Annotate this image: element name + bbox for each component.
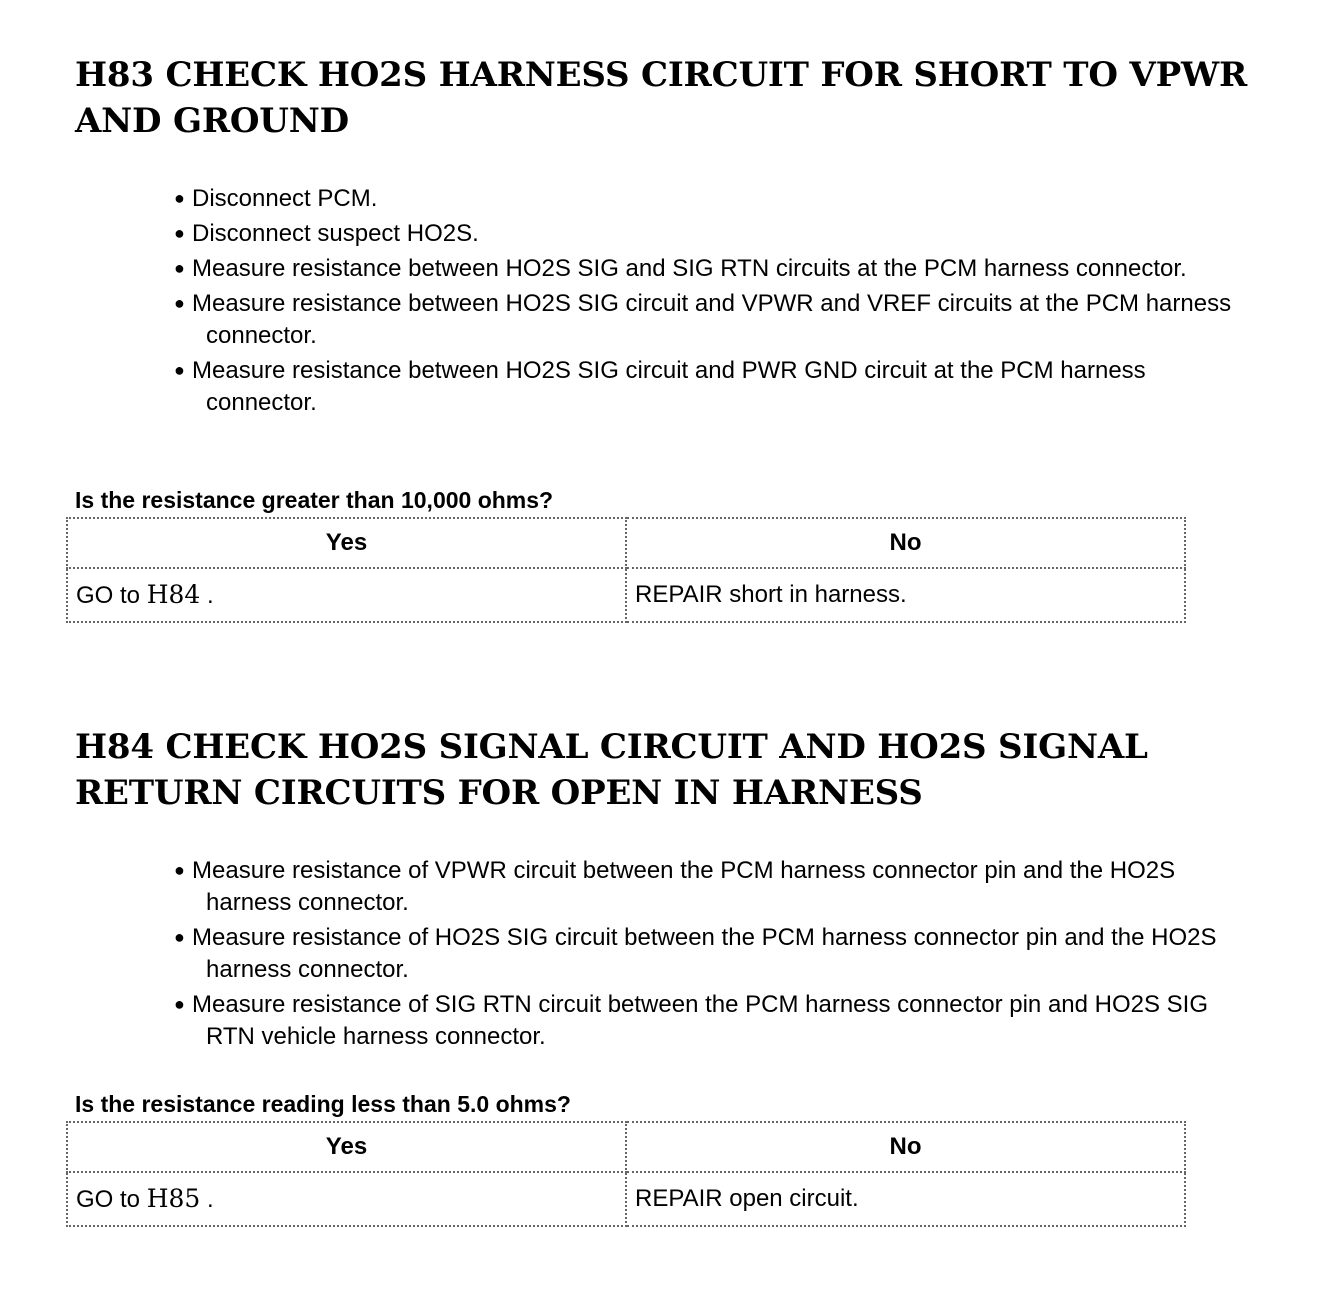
step-item: ● Disconnect PCM. <box>0 182 1306 215</box>
step-item: ● Disconnect suspect HO2S. <box>0 217 1306 250</box>
step-item: ● Measure resistance of SIG RTN circuit between the PCM harness connector pin and HO2S SIG RTN vehicle harness connector. <box>0 988 1216 1053</box>
section-title <box>75 724 1275 816</box>
bullet-icon: ● <box>174 188 185 208</box>
step-item: ● Measure resistance between HO2S SIG circuit and PWR GND circuit at the PCM harness connector. <box>0 354 1206 419</box>
header-no: No <box>626 1122 1185 1172</box>
section-title-line-1: H83 CHECK HO2S HARNESS CIRCUIT FOR SHORT TO VPWR <box>75 55 1248 95</box>
table-header-row <box>67 518 1185 568</box>
table-row <box>67 568 1185 622</box>
cell-yes: GO to H85 . <box>67 1172 626 1226</box>
header-no: No <box>626 518 1185 568</box>
table-row <box>67 1172 1185 1226</box>
bullet-icon: ● <box>174 994 185 1014</box>
header-yes: Yes <box>67 1122 626 1172</box>
section-h83 <box>0 52 1344 609</box>
answer-table <box>66 1121 1186 1227</box>
section-title-line-1: H84 CHECK HO2S SIGNAL CIRCUIT AND HO2S SIGNAL <box>75 727 1148 767</box>
step-item: ● Measure resistance of HO2S SIG circuit between the PCM harness connector pin and the HO2S harness connector. <box>0 921 1236 986</box>
bullet-icon: ● <box>174 860 185 880</box>
bullet-icon: ● <box>174 258 185 278</box>
cell-no: REPAIR open circuit. <box>626 1172 1185 1226</box>
section-title-line-2: RETURN CIRCUITS FOR OPEN IN HARNESS <box>75 773 923 813</box>
question-text: Is the resistance reading less than 5.0 ohms? <box>75 1091 571 1117</box>
cell-no: REPAIR short in harness. <box>626 568 1185 622</box>
step-list <box>0 182 1306 421</box>
go-to-h84-link[interactable]: H84 <box>146 580 201 609</box>
section-title-line-2: AND GROUND <box>75 101 349 141</box>
table-header-row <box>67 1122 1185 1172</box>
step-item: ● Measure resistance between HO2S SIG circuit and VPWR and VREF circuits at the PCM harness connector. <box>0 287 1276 352</box>
bullet-icon: ● <box>174 927 185 947</box>
go-to-h85-link[interactable]: H85 <box>146 1184 201 1213</box>
step-item: ● Measure resistance of VPWR circuit between the PCM harness connector pin and the HO2S harness connector. <box>0 854 1236 919</box>
bullet-icon: ● <box>174 360 185 380</box>
section-h84 <box>0 724 1344 1213</box>
bullet-icon: ● <box>174 293 185 313</box>
step-list <box>0 854 1236 1055</box>
question-text: Is the resistance greater than 10,000 ohms? <box>75 487 554 513</box>
section-title <box>75 52 1275 144</box>
step-item: ● Measure resistance between HO2S SIG and SIG RTN circuits at the PCM harness connector. <box>0 252 1226 285</box>
answer-table <box>66 517 1186 623</box>
bullet-icon: ● <box>174 223 185 243</box>
cell-yes: GO to H84 . <box>67 568 626 622</box>
header-yes: Yes <box>67 518 626 568</box>
